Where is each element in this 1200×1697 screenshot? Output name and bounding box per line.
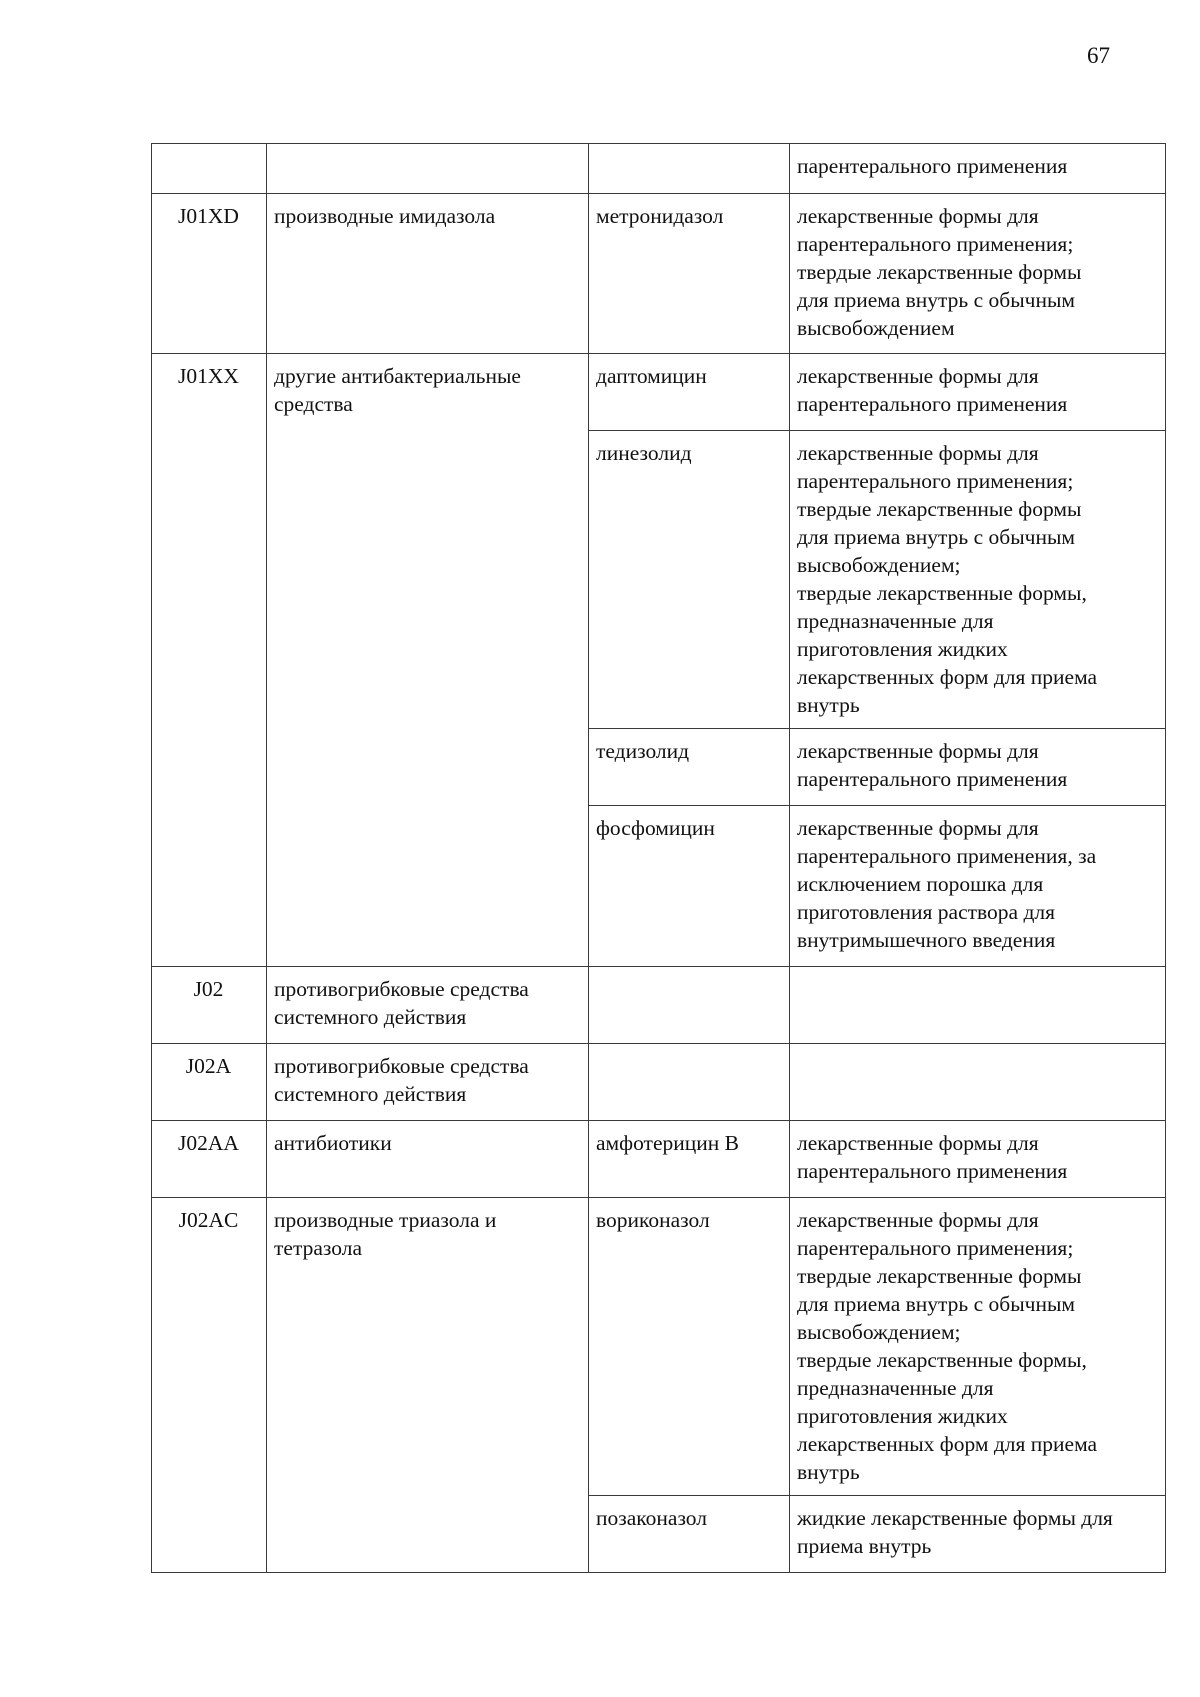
dosage-form-cell [790, 1198, 1166, 1496]
drug-cell: вориконазол [589, 1198, 790, 1496]
dosage-form-line: лекарственные формы для [797, 1131, 1039, 1155]
dosage-form-line: лекарственные формы для [797, 441, 1039, 465]
dosage-form-line: лекарственные формы для [797, 816, 1039, 840]
group-name-line: противогрибковые средства [274, 977, 529, 1001]
atc-code-cell [152, 144, 267, 194]
dosage-form-line: парентерального применения; [797, 232, 1074, 256]
group-name-line: средства [274, 392, 353, 416]
dosage-form-line: приема внутрь [797, 1534, 932, 1558]
table-row [152, 354, 1166, 431]
drug-cell: тедизолид [589, 729, 790, 806]
dosage-form-line: парентерального применения; [797, 1236, 1074, 1260]
dosage-form-line: приготовления раствора для [797, 900, 1055, 924]
dosage-form-line: лекарственные формы для [797, 364, 1039, 388]
dosage-form-cell [790, 967, 1166, 1044]
dosage-form-cell [790, 1044, 1166, 1121]
dosage-form-line: лекарственные формы для [797, 739, 1039, 763]
group-cell [267, 1198, 589, 1573]
dosage-form-line: парентерального применения [797, 767, 1068, 791]
dosage-form-line: парентерального применения [797, 1159, 1068, 1183]
dosage-form-line: для приема внутрь с обычным [797, 1292, 1076, 1316]
dosage-form-line: приготовления жидких [797, 1404, 1008, 1428]
medication-table [151, 143, 1166, 1573]
table-row [152, 144, 1166, 194]
drug-cell: амфотерицин В [589, 1121, 790, 1198]
drug-cell: линезолид [589, 431, 790, 729]
drug-cell: позаконазол [589, 1496, 790, 1573]
dosage-form-line: лекарственные формы для [797, 204, 1039, 228]
dosage-form-line: приготовления жидких [797, 637, 1008, 661]
dosage-form-line: лекарственные формы для [797, 1208, 1039, 1232]
atc-code-cell: J02 [152, 967, 267, 1044]
dosage-form-line: для приема внутрь с обычным [797, 288, 1076, 312]
drug-cell [589, 1044, 790, 1121]
dosage-form-cell [790, 729, 1166, 806]
page-number: 67 [1087, 43, 1110, 68]
dosage-form-line: твердые лекарственные формы, [797, 581, 1087, 605]
group-cell [267, 1044, 589, 1121]
dosage-form-line: твердые лекарственные формы [797, 260, 1082, 284]
dosage-form-cell [790, 431, 1166, 729]
dosage-form-line: внутрь [797, 1460, 860, 1484]
dosage-form-line: для приема внутрь с обычным [797, 525, 1076, 549]
group-name-line: другие антибактериальные [274, 364, 521, 388]
table-row [152, 1198, 1166, 1496]
group-name-line: антибиотики [274, 1131, 392, 1155]
group-name-line: производные имидазола [274, 204, 496, 228]
dosage-form-line: парентерального применения [797, 154, 1068, 178]
table-row [152, 194, 1166, 354]
dosage-form-line: парентерального применения; [797, 469, 1074, 493]
atc-code-cell: J02AC [152, 1198, 267, 1573]
dosage-form-line: внутрь [797, 693, 860, 717]
dosage-form-line: высвобождением; [797, 553, 961, 577]
group-name-line: противогрибковые средства [274, 1054, 529, 1078]
dosage-form-line: предназначенные для [797, 1376, 994, 1400]
table-row [152, 1121, 1166, 1198]
group-name-line: системного действия [274, 1082, 467, 1106]
dosage-form-cell [790, 144, 1166, 194]
dosage-form-cell [790, 354, 1166, 431]
dosage-form-line: твердые лекарственные формы, [797, 1348, 1087, 1372]
drug-cell [589, 967, 790, 1044]
dosage-form-line: предназначенные для [797, 609, 994, 633]
group-cell [267, 194, 589, 354]
dosage-form-line: парентерального применения [797, 392, 1068, 416]
drug-cell: фосфомицин [589, 806, 790, 967]
dosage-form-cell [790, 1496, 1166, 1573]
dosage-form-line: высвобождением [797, 316, 955, 340]
dosage-form-line: парентерального применения, за [797, 844, 1097, 868]
dosage-form-line: исключением порошка для [797, 872, 1044, 896]
dosage-form-line: твердые лекарственные формы [797, 1264, 1082, 1288]
group-name-line: производные триазола и [274, 1208, 497, 1232]
group-cell [267, 354, 589, 967]
dosage-form-line: лекарственных форм для приема [797, 665, 1098, 689]
dosage-form-cell [790, 194, 1166, 354]
drug-cell [589, 144, 790, 194]
atc-code-cell: J02AA [152, 1121, 267, 1198]
atc-code-cell: J01XD [152, 194, 267, 354]
table-row [152, 967, 1166, 1044]
dosage-form-line: твердые лекарственные формы [797, 497, 1082, 521]
dosage-form-line: высвобождением; [797, 1320, 961, 1344]
dosage-form-line: лекарственных форм для приема [797, 1432, 1098, 1456]
group-cell [267, 967, 589, 1044]
atc-code-cell: J01XX [152, 354, 267, 967]
group-cell [267, 1121, 589, 1198]
group-cell [267, 144, 589, 194]
dosage-form-cell [790, 806, 1166, 967]
drug-cell: даптомицин [589, 354, 790, 431]
dosage-form-cell [790, 1121, 1166, 1198]
group-name-line: тетразола [274, 1236, 362, 1260]
dosage-form-line: жидкие лекарственные формы для [797, 1506, 1113, 1530]
atc-code-cell: J02A [152, 1044, 267, 1121]
group-name-line: системного действия [274, 1005, 467, 1029]
table-row [152, 1044, 1166, 1121]
dosage-form-line: внутримышечного введения [797, 928, 1056, 952]
drug-cell: метронидазол [589, 194, 790, 354]
